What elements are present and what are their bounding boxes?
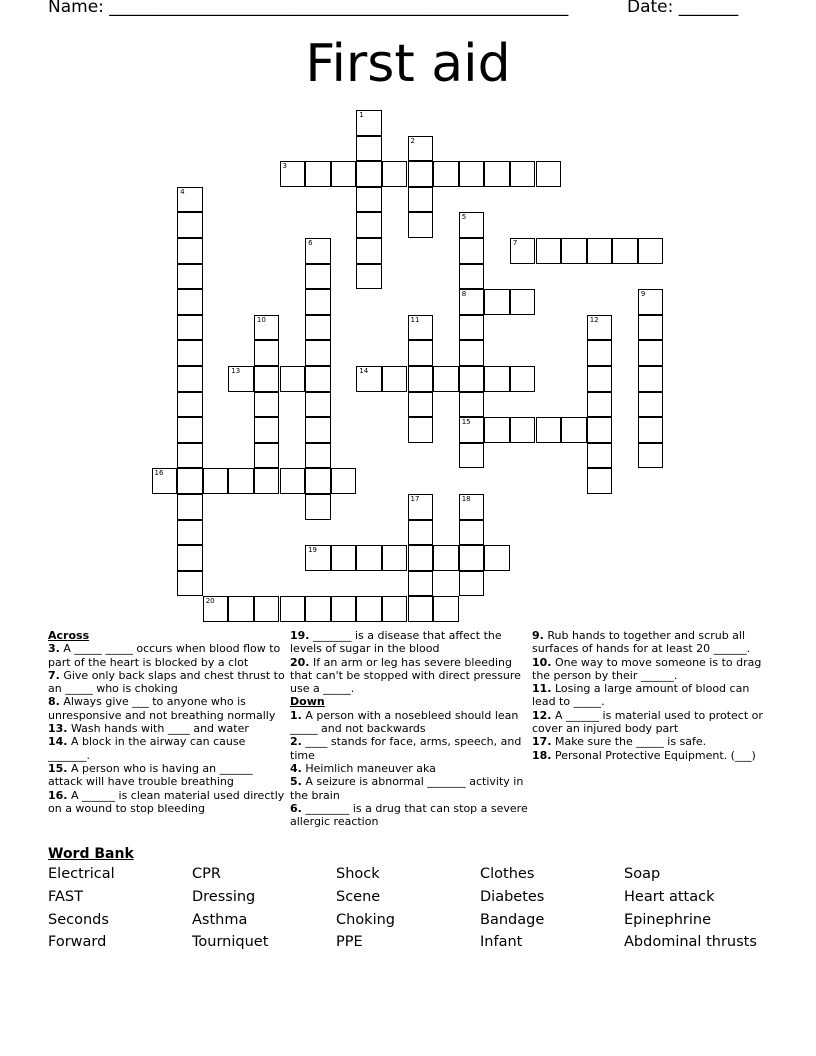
clue-number: 20 [205,597,215,606]
grid-cell[interactable] [408,520,434,546]
grid-cell[interactable] [356,238,382,264]
grid-cell[interactable] [459,212,485,238]
clue-number: 1 [359,111,364,119]
word-bank-title: Word Bank [48,846,134,862]
grid-cell[interactable] [459,571,485,597]
word-bank-word: FAST [48,889,83,905]
grid-cell[interactable] [408,392,434,418]
clue-down-5: 5. A seizure is abnormal _______ activity in the brain [290,775,524,802]
clue-number: 17 [410,495,420,503]
word-bank-word: Diabetes [480,889,545,905]
grid-cell[interactable] [331,468,357,494]
grid-cell[interactable] [228,596,254,622]
grid-cell[interactable] [638,340,664,366]
grid-cell[interactable] [203,468,229,494]
clue-number: 16 [154,469,164,478]
grid-cell[interactable] [561,238,587,264]
grid-cell[interactable] [459,545,485,571]
clue-number: 4 [180,187,185,196]
grid-cell[interactable] [356,264,382,290]
grid-cell[interactable] [177,468,203,494]
grid-cell[interactable] [177,417,203,443]
grid-cell[interactable] [408,417,434,443]
grid-cell[interactable] [638,366,664,392]
grid-cell[interactable] [638,392,664,418]
grid-cell[interactable] [382,596,408,622]
clue-across-14: 14. A block in the airway can cause _______. [48,735,246,762]
grid-cell[interactable] [638,443,664,469]
grid-cell[interactable] [638,289,664,315]
grid-cell[interactable] [254,443,280,469]
grid-cell[interactable] [331,545,357,571]
grid-cell[interactable] [152,468,178,494]
grid-cell[interactable] [484,289,510,315]
grid-cell[interactable] [638,315,664,341]
grid-cell[interactable] [587,315,613,341]
clue-down-9: 9. Rub hands to together and scrub all surfaces of hands for at least 20 ______. [532,629,751,656]
clue-number: 18 [461,495,471,503]
grid-cell[interactable] [433,545,459,571]
clue-down-12: 12. A ______ is material used to protect or cover an injured body part [532,708,763,736]
grid-cell[interactable] [638,417,664,443]
name-field-label: Name: ______________________________________________________ [48,0,569,17]
clue-number: 6 [308,239,313,247]
grid-cell[interactable] [408,187,434,213]
word-bank-word: PPE [336,934,363,950]
clue-number: 19 [308,546,318,555]
grid-cell[interactable] [254,392,280,418]
grid-cell[interactable] [280,596,306,622]
grid-cell[interactable] [177,315,203,341]
grid-cell[interactable] [408,315,434,341]
grid-cell[interactable] [305,315,331,341]
grid-cell[interactable] [356,366,382,392]
clue-down-11: 11. Losing a large amount of blood can lead to _____. [532,682,750,709]
grid-cell[interactable] [536,161,562,187]
grid-cell[interactable] [177,366,203,392]
word-bank-word: Bandage [480,912,545,928]
grid-cell[interactable] [280,366,306,392]
grid-cell[interactable] [356,110,382,136]
down-heading: Down [290,695,325,709]
word-bank-word: Epinephrine [624,912,711,928]
grid-cell[interactable] [510,417,536,443]
grid-cell[interactable] [459,443,485,469]
clues-column-2 [290,629,528,828]
word-bank-word: Soap [624,866,661,882]
grid-cell[interactable] [408,366,434,392]
grid-cell[interactable] [331,596,357,622]
clue-number: 10 [256,315,266,324]
grid-cell[interactable] [177,545,203,571]
grid-cell[interactable] [459,289,485,315]
grid-cell[interactable] [254,596,280,622]
grid-cell[interactable] [459,340,485,366]
grid-cell[interactable] [612,238,638,264]
word-bank-word: Forward [48,934,107,950]
grid-cell[interactable] [280,468,306,494]
clue-across-19: 19. _______ is a disease that affect the levels of sugar in the blood [290,629,502,656]
grid-cell[interactable] [305,264,331,290]
grid-cell[interactable] [408,596,434,622]
grid-cell[interactable] [177,238,203,264]
grid-cell[interactable] [408,494,434,520]
grid-cell[interactable] [254,315,280,341]
clue-number: 12 [589,315,599,324]
word-bank-word: Choking [336,912,396,928]
word-bank-word: Dressing [192,889,256,905]
grid-cell[interactable] [254,366,280,392]
grid-cell[interactable] [356,596,382,622]
across-heading: Across [48,629,90,642]
clue-across-8: 8. Always give ___ to anyone who is unresponsive and not breathing normally [48,695,276,722]
clue-across-7: 7. Give only back slaps and chest thrust to an _____ who is choking [48,668,285,696]
grid-cell[interactable] [484,417,510,443]
grid-cell[interactable] [433,596,459,622]
clue-number: 9 [640,290,646,299]
grid-cell[interactable] [228,366,254,392]
clue-down-1: 1. A person with a nosebleed should lean _____ and not backwards [290,708,519,736]
grid-cell[interactable] [228,468,254,494]
word-bank-word: Shock [336,866,380,882]
grid-cell[interactable] [177,571,203,597]
word-bank-word: Clothes [480,866,535,882]
grid-cell[interactable] [459,494,485,520]
clue-down-18: 18. Personal Protective Equipment. (___) [532,748,756,762]
clues-column-1 [48,629,286,815]
grid-cell[interactable] [177,212,203,238]
grid-cell[interactable] [177,494,203,520]
grid-cell[interactable] [331,161,357,187]
grid-cell[interactable] [280,161,306,187]
grid-cell[interactable] [408,571,434,597]
grid-cell[interactable] [536,238,562,264]
grid-cell[interactable] [203,596,229,622]
page-title: First aid [305,34,511,94]
grid-cell[interactable] [459,520,485,546]
grid-cell[interactable] [356,212,382,238]
grid-cell[interactable] [510,161,536,187]
grid-cell[interactable] [382,545,408,571]
clue-number: 8 [461,290,467,299]
grid-cell[interactable] [305,545,331,571]
grid-cell[interactable] [484,366,510,392]
grid-cell[interactable] [459,264,485,290]
grid-cell[interactable] [459,366,485,392]
grid-cell[interactable] [305,366,331,392]
grid-cell[interactable] [382,161,408,187]
grid-cell[interactable] [510,366,536,392]
clue-number: 5 [461,213,467,222]
word-bank-word: Asthma [192,912,248,928]
grid-cell[interactable] [587,468,613,494]
grid-cell[interactable] [356,545,382,571]
clue-down-2: 2. ____ stands for face, arms, speech, and time [290,735,522,762]
grid-cell[interactable] [305,596,331,622]
grid-cell[interactable] [177,520,203,546]
word-bank-word: Infant [480,934,523,950]
grid-cell[interactable] [177,392,203,418]
grid-cell[interactable] [638,238,664,264]
grid-cell[interactable] [408,212,434,238]
clue-down-6: 6. ________ is a drug that can stop a severe allergic reaction [290,801,528,829]
grid-cell[interactable] [459,392,485,418]
clue-across-16: 16. A ______ is clean material used directly on a wound to stop bleeding [48,788,285,815]
grid-cell[interactable] [408,161,434,187]
grid-cell[interactable] [305,340,331,366]
grid-cell[interactable] [305,494,331,520]
word-bank-word: Seconds [48,912,109,928]
grid-cell[interactable] [254,417,280,443]
word-bank-word: Heart attack [624,889,715,905]
clue-number: 7 [512,239,518,247]
grid-cell[interactable] [356,187,382,213]
grid-cell[interactable] [305,238,331,264]
clue-across-20: 20. If an arm or leg has severe bleeding that can't be stopped with direct pressure use a _____. [290,655,521,696]
clue-number: 13 [231,367,241,375]
word-bank-word: Abdominal thrusts [624,934,757,950]
clue-down-10: 10. One way to move someone is to drag the person by their ______. [532,655,762,682]
grid-cell[interactable] [177,187,203,213]
word-bank-word: Tourniquet [192,934,269,950]
grid-cell[interactable] [587,392,613,418]
clues-column-3 [532,629,770,762]
grid-cell[interactable] [305,289,331,315]
grid-cell[interactable] [408,545,434,571]
grid-cell[interactable] [587,238,613,264]
grid-cell[interactable] [254,468,280,494]
clue-down-4: 4. Heimlich maneuver aka [290,761,436,775]
word-bank-word: Scene [336,889,381,905]
grid-cell[interactable] [459,161,485,187]
word-bank-word: CPR [192,866,221,882]
clue-across-13: 13. Wash hands with ____ and water [48,722,249,736]
grid-cell[interactable] [536,417,562,443]
grid-cell[interactable] [510,289,536,315]
clue-down-17: 17. Make sure the _____ is safe. [532,735,707,749]
grid-cell[interactable] [510,238,536,264]
grid-cell[interactable] [484,161,510,187]
grid-cell[interactable] [561,417,587,443]
grid-cell[interactable] [356,136,382,162]
grid-cell[interactable] [587,443,613,469]
clue-number: 3 [282,162,287,171]
grid-cell[interactable] [254,340,280,366]
grid-cell[interactable] [433,366,459,392]
grid-cell[interactable] [305,417,331,443]
grid-cell[interactable] [587,366,613,392]
grid-cell[interactable] [484,545,510,571]
grid-cell[interactable] [459,238,485,264]
grid-cell[interactable] [356,161,382,187]
grid-cell[interactable] [587,340,613,366]
word-bank-word: Electrical [48,866,115,882]
clue-number: 15 [461,418,471,427]
grid-cell[interactable] [433,161,459,187]
grid-cell[interactable] [408,136,434,162]
grid-cell[interactable] [459,315,485,341]
grid-cell[interactable] [459,417,485,443]
grid-cell[interactable] [587,417,613,443]
grid-cell[interactable] [177,289,203,315]
clue-number: 14 [359,367,369,375]
grid-cell[interactable] [305,443,331,469]
clue-number: 2 [410,136,415,145]
grid-cell[interactable] [177,264,203,290]
grid-cell[interactable] [177,443,203,469]
grid-cell[interactable] [305,161,331,187]
clue-across-15: 15. A person who is having an ______ attack will have trouble breathing [48,761,253,789]
grid-cell[interactable] [305,468,331,494]
date-field-label: Date: _______ [627,0,739,17]
grid-cell[interactable] [177,340,203,366]
grid-cell[interactable] [305,392,331,418]
clue-number: 11 [410,315,420,324]
grid-cell[interactable] [382,366,408,392]
grid-cell[interactable] [408,340,434,366]
clue-across-3: 3. A _____ _____ occurs when blood flow to part of the heart is blocked by a clot [48,642,281,669]
